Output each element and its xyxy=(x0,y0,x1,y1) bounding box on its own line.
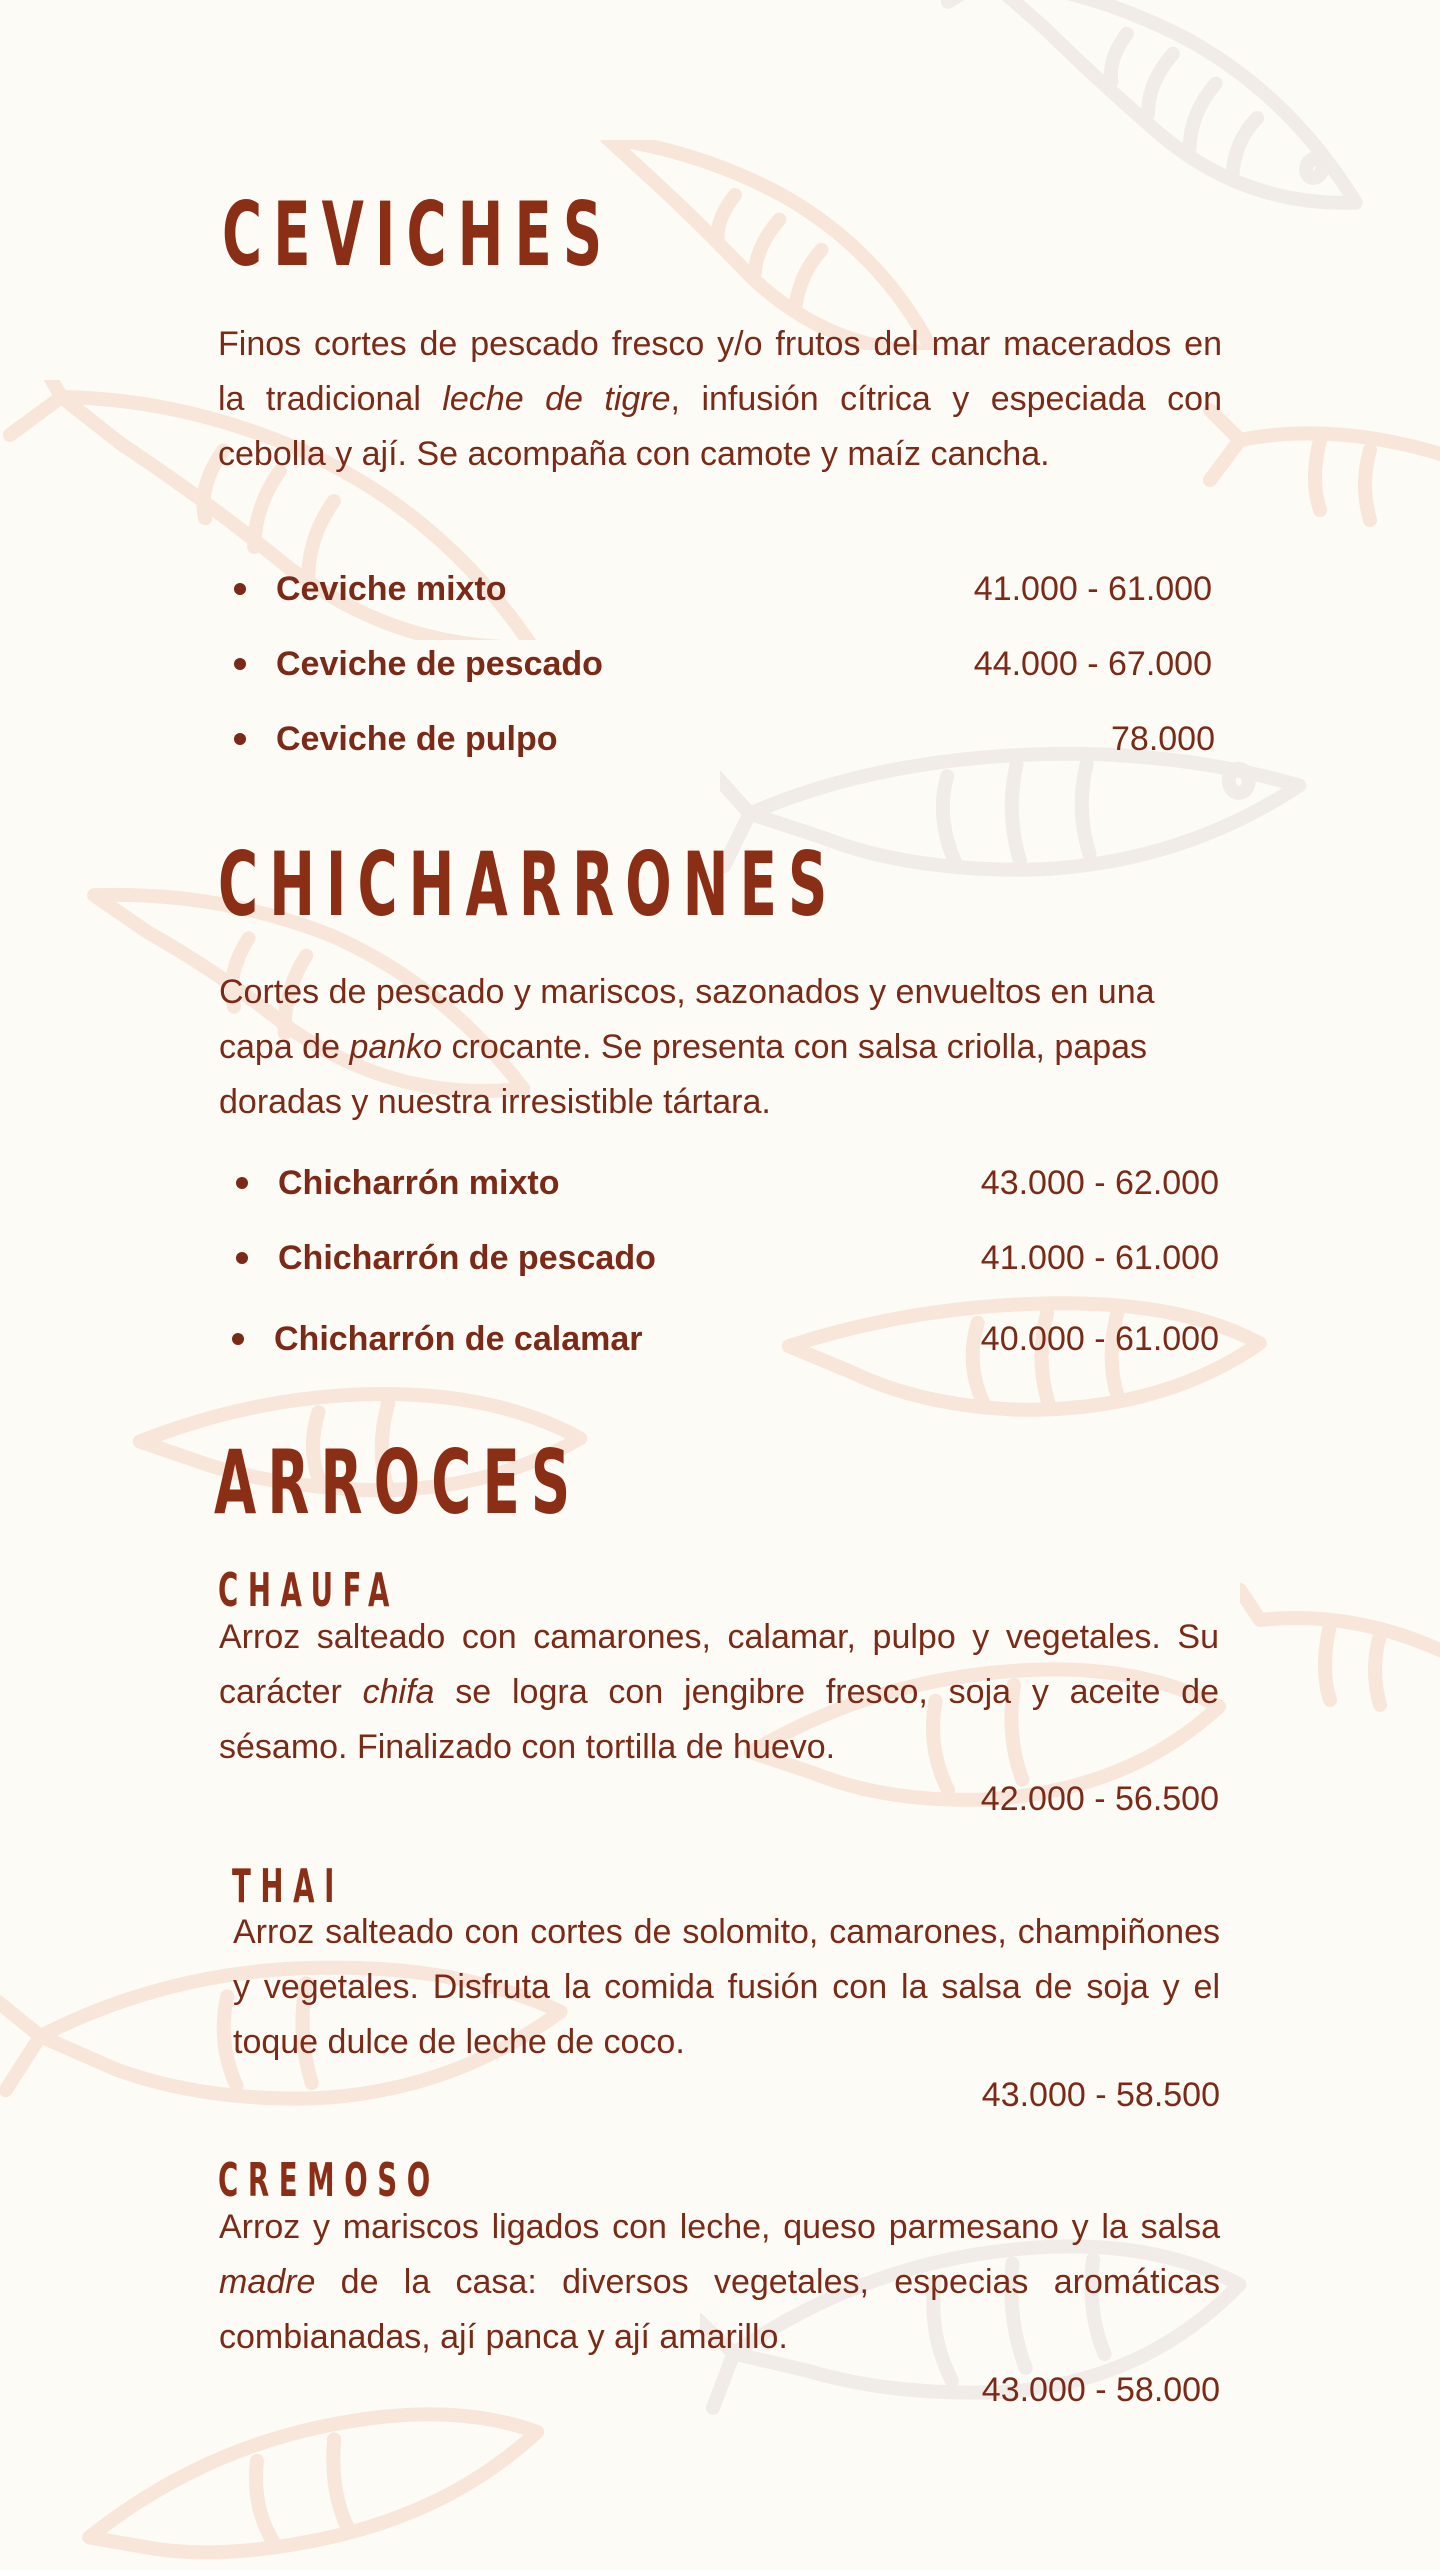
menu-item xyxy=(222,714,1215,764)
section-title-chicharrones: CHICHARRONES xyxy=(218,833,839,936)
item-price: 41.000 - 61.000 xyxy=(980,1238,1219,1277)
fish-watermark-icon xyxy=(940,0,1400,210)
item-price: 78.000 xyxy=(1111,719,1215,758)
chaufa-description xyxy=(219,1610,1219,1775)
item-name: Ceviche mixto xyxy=(276,569,507,608)
dish-price: 43.000 - 58.500 xyxy=(981,2076,1220,2114)
description-text: Arroz y mariscos ligados con leche, queso parmesano y la salsa xyxy=(219,2208,1220,2246)
menu-item xyxy=(220,1314,1219,1364)
dish-price: 43.000 - 58.000 xyxy=(981,2371,1220,2409)
fish-watermark-icon xyxy=(1200,380,1440,580)
description-text: de la casa: diversos vegetales, especias aromáticas combianadas, ají panca y ají amarillo. xyxy=(219,2263,1220,2356)
item-price: 43.000 - 62.000 xyxy=(980,1163,1219,1202)
thai-description xyxy=(233,1905,1220,2070)
description-text: Cortes de pescado y mariscos, sazonados y envueltos en una capa de xyxy=(219,973,1155,1066)
fish-watermark-icon xyxy=(60,2370,560,2570)
bullet-icon xyxy=(236,1252,248,1264)
bullet-icon xyxy=(236,1177,248,1189)
menu-item xyxy=(224,1233,1219,1283)
item-name: Chicharrón de pescado xyxy=(278,1238,656,1277)
item-name: Chicharrón mixto xyxy=(278,1163,560,1202)
description-emphasis: leche de tigre xyxy=(442,380,671,418)
dish-title-thai: THAI xyxy=(232,1859,344,1913)
ceviches-description xyxy=(218,317,1222,482)
section-title-arroces: ARROCES xyxy=(214,1431,582,1534)
dish-price: 42.000 - 56.500 xyxy=(980,1780,1219,1818)
description-text: Finos cortes de pescado fresco y/o frutos del mar macerados en la tradicional xyxy=(218,325,1222,418)
item-price: 40.000 - 61.000 xyxy=(980,1319,1219,1358)
item-name: Ceviche de pulpo xyxy=(276,719,558,758)
description-text: Arroz salteado con cortes de solomito, camarones, champiñones y vegetales. Disfruta la comida fusión con la salsa de soja y el toque dulce de leche de coco. xyxy=(233,1913,1220,2061)
dish-title-cremoso: CREMOSO xyxy=(218,2153,440,2207)
item-name: Chicharrón de calamar xyxy=(274,1319,643,1358)
bullet-icon xyxy=(234,733,246,745)
description-emphasis: madre xyxy=(219,2263,316,2301)
menu-item xyxy=(222,564,1212,614)
menu-item xyxy=(224,1158,1219,1208)
bullet-icon xyxy=(234,583,246,595)
description-text: crocante. Se presenta con salsa criolla, papas doradas y nuestra irresistible tártara. xyxy=(219,1028,1148,1121)
item-price: 44.000 - 67.000 xyxy=(973,644,1212,683)
description-emphasis: panko xyxy=(349,1028,443,1066)
dish-title-chaufa: CHAUFA xyxy=(218,1563,399,1617)
description-text: , infusión cítrica y especiada con cebolla y ají. Se acompaña con camote y maíz cancha. xyxy=(218,380,1222,473)
description-text: Arroz salteado con camarones, calamar, pulpo y vegetales. Su carácter xyxy=(219,1618,1219,1711)
item-price: 41.000 - 61.000 xyxy=(973,569,1212,608)
menu-item xyxy=(222,639,1212,689)
chicharrones-description xyxy=(219,965,1223,1130)
description-emphasis: chifa xyxy=(362,1673,435,1711)
cremoso-description xyxy=(219,2200,1220,2365)
description-text: se logra con jengibre fresco, soja y aceite de sésamo. Finalizado con tortilla de huevo. xyxy=(219,1673,1220,1766)
bullet-icon xyxy=(232,1333,244,1345)
item-name: Ceviche de pescado xyxy=(276,644,603,683)
bullet-icon xyxy=(234,658,246,670)
section-title-ceviches: CEVICHES xyxy=(222,183,614,286)
fish-watermark-icon xyxy=(1240,1570,1440,1760)
